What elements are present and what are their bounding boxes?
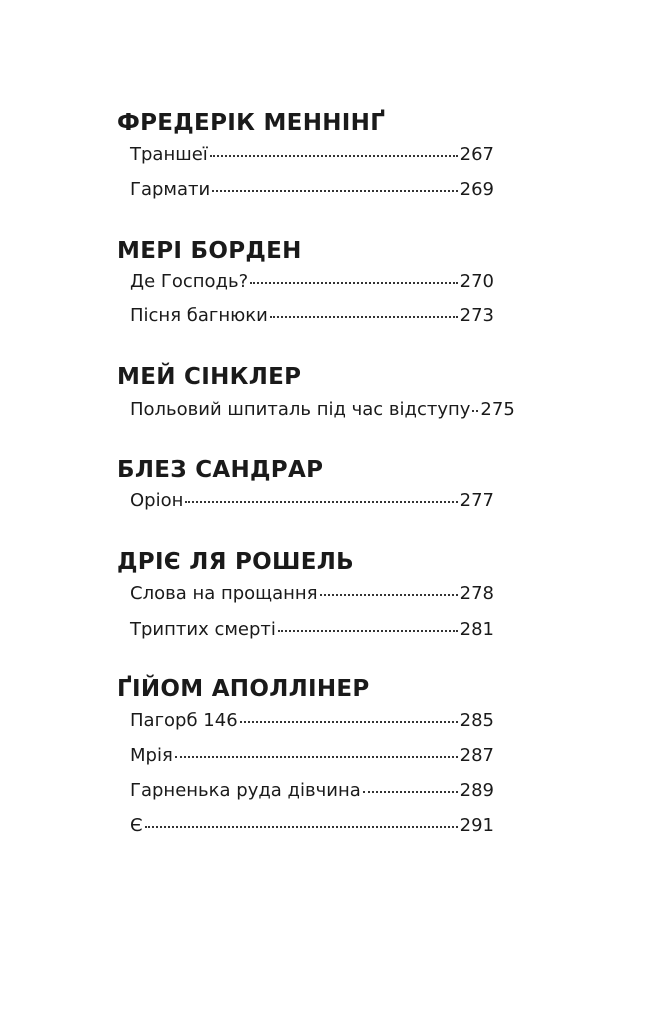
toc-entry bbox=[130, 181, 494, 199]
entry-title: Траншеї bbox=[130, 144, 208, 165]
entry-title: Є bbox=[130, 815, 143, 836]
dot-leader bbox=[250, 282, 458, 284]
author-heading: ҐІЙОМ АПОЛЛІНЕР bbox=[117, 676, 370, 702]
toc-entry bbox=[130, 621, 494, 639]
dot-leader bbox=[278, 630, 458, 632]
entry-title: Слова на прощання bbox=[130, 583, 318, 604]
entry-title: Гарненька руда дівчина bbox=[130, 780, 361, 801]
dot-leader bbox=[185, 501, 457, 503]
toc-entry bbox=[130, 782, 494, 800]
entry-title: Триптих смерті bbox=[130, 619, 276, 640]
entry-title: Де Господь? bbox=[130, 271, 249, 292]
toc-entry bbox=[130, 747, 494, 765]
entry-page-number: 285 bbox=[459, 710, 494, 731]
author-heading: МЕЙ СІНКЛЕР bbox=[117, 364, 302, 390]
dot-leader bbox=[363, 791, 458, 793]
entry-title: Оріон bbox=[130, 490, 184, 511]
entry-page-number: 291 bbox=[459, 815, 494, 836]
dot-leader bbox=[320, 594, 458, 596]
dot-leader bbox=[270, 316, 458, 318]
entry-page-number: 281 bbox=[459, 619, 494, 640]
entry-page-number: 287 bbox=[459, 745, 494, 766]
author-heading: МЕРІ БОРДЕН bbox=[117, 238, 302, 264]
dot-leader bbox=[240, 721, 458, 723]
entry-title: Мрія bbox=[130, 745, 173, 766]
toc-entry bbox=[130, 146, 494, 164]
entry-page-number: 275 bbox=[480, 399, 515, 420]
entry-page-number: 267 bbox=[459, 144, 494, 165]
author-heading: ДРІЄ ЛЯ РОШЕЛЬ bbox=[117, 549, 354, 575]
dot-leader bbox=[210, 155, 458, 157]
toc-entry bbox=[130, 817, 494, 835]
toc-entry bbox=[130, 585, 494, 603]
entry-title: Польовий шпиталь під час відступу bbox=[130, 399, 471, 420]
author-heading: БЛЕЗ САНДРАР bbox=[117, 457, 324, 483]
entry-page-number: 273 bbox=[459, 305, 494, 326]
entry-title: Гармати bbox=[130, 179, 211, 200]
author-heading: ФРЕДЕРІК МЕННІНҐ bbox=[117, 110, 386, 136]
toc-entry bbox=[130, 273, 494, 291]
toc-entry bbox=[130, 307, 494, 325]
entry-page-number: 278 bbox=[459, 583, 494, 604]
dot-leader bbox=[472, 410, 478, 412]
toc-entry bbox=[130, 492, 494, 510]
toc-entry bbox=[130, 712, 494, 730]
toc-entry bbox=[130, 399, 515, 420]
entry-title: Пагорб 146 bbox=[130, 710, 238, 731]
entry-page-number: 270 bbox=[459, 271, 494, 292]
dot-leader bbox=[145, 826, 458, 828]
entry-page-number: 269 bbox=[459, 179, 494, 200]
dot-leader bbox=[175, 756, 458, 758]
dot-leader bbox=[212, 190, 457, 192]
entry-title: Пісня багнюки bbox=[130, 305, 268, 326]
entry-page-number: 289 bbox=[459, 780, 494, 801]
entry-page-number: 277 bbox=[459, 490, 494, 511]
